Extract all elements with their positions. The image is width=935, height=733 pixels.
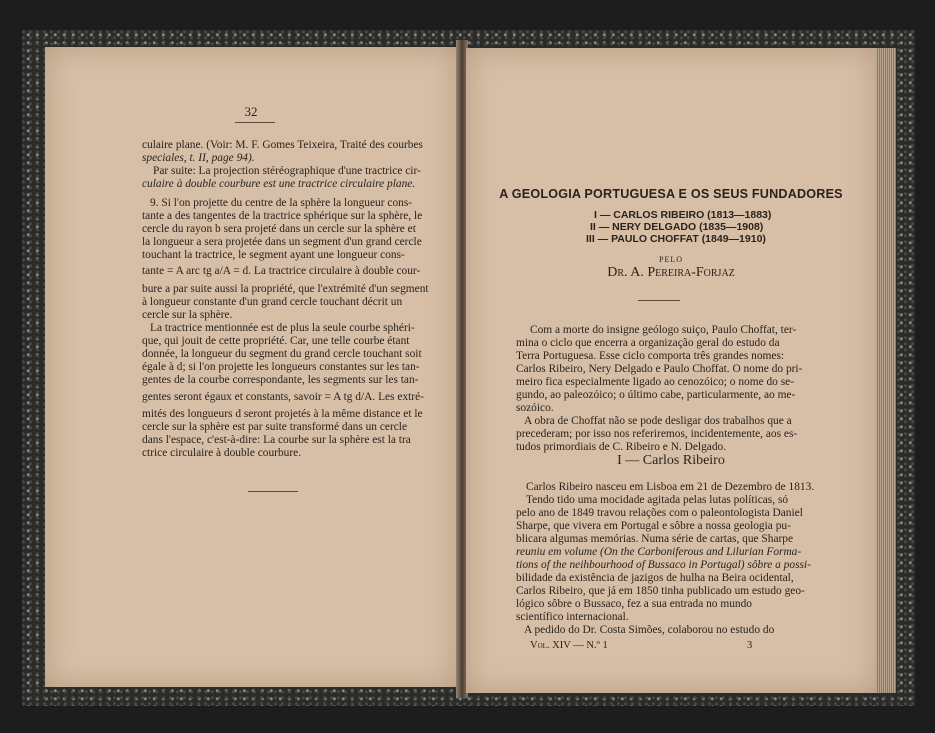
end-rule	[248, 491, 298, 492]
text-line: cercle sur la sphère est par suite transformé dans un cercle	[142, 421, 408, 433]
text-line: pelo ano de 1849 travou relações com o paleontologista Daniel	[516, 507, 803, 519]
text-line: à longueur constante d'un grand cercle touchant décrit un	[142, 296, 403, 308]
text-line: tions of the neihbourhood of Bussaco in Portugal) sôbre a possi-	[516, 559, 811, 571]
text-line: Carlos Ribeiro nasceu em Lisboa em 21 de Dezembro de 1813.	[526, 481, 815, 493]
footer-signature: 3	[747, 640, 753, 651]
text-line: donnée, la longueur du segment du grand cercle touchant soit	[142, 348, 422, 360]
text-line: reuniu em volume (On the Carboniferous and Lilurian Forma-	[516, 546, 802, 558]
text-line: Terra Portuguesa. Esse ciclo comporta três grandes nomes:	[516, 350, 785, 362]
text-line: ctrice circulaire à double courbure.	[142, 447, 302, 459]
text-line: Sharpe, que vivera em Portugal e sôbre a nossa geologia pu-	[516, 520, 791, 532]
left-page	[45, 47, 457, 687]
page-edges	[876, 48, 896, 693]
text-line: 9. Si l'on projette du centre de la sphère la longueur cons-	[150, 197, 413, 209]
text-line: gentes seront égaux et constants, savoir = A tg d/A. Les extré-	[142, 391, 424, 403]
toc-item: I — CARLOS RIBEIRO (1813—1883)	[594, 209, 772, 221]
author-name: Dr. A. Pereira-Forjaz	[607, 265, 735, 280]
text-line: cercle du rayon b sera projeté dans un cercle sur la sphère et	[142, 223, 416, 235]
text-line: tudos primordiais de C. Ribeiro e N. Delgado.	[516, 441, 727, 453]
toc-item: III — PAULO CHOFFAT (1849—1910)	[586, 233, 766, 245]
text-line: gentes de la courbe correspondante, les segments sur les tan-	[142, 374, 419, 386]
text-line: cercle sur la sphère.	[142, 309, 233, 321]
text-line: tante = A arc tg a/A = d. La tractrice circulaire à double cour-	[142, 265, 421, 277]
right-page	[466, 48, 876, 693]
text-line: Tendo tido uma mocidade agitada pelas lutas políticas, só	[526, 494, 789, 506]
text-line: La tractrice mentionnée est de plus la seule courbe sphéri-	[150, 322, 415, 334]
text-line: bilidade da existência de jazigos de hulha na Beira ocidental,	[516, 572, 794, 584]
text-line: culaire plane. (Voir: M. F. Gomes Teixeira, Traité des courbes	[142, 139, 423, 151]
text-line: sozóico.	[516, 402, 554, 414]
toc-item: II — NERY DELGADO (1835—1908)	[590, 221, 764, 233]
text-line: precederam; por isso nos referiremos, incidentemente, aos es-	[516, 428, 798, 440]
text-line: A obra de Choffat não se pode desligar dos trabalhos que a	[524, 415, 792, 427]
page-number: 32	[244, 104, 258, 119]
text-line: mina o ciclo que encerra a organização geral do estudo da	[516, 337, 780, 349]
text-line: Com a morte do insigne geólogo suiço, Paulo Choffat, ter-	[530, 324, 797, 336]
text-line: A pedido do Dr. Costa Simões, colaborou no estudo do	[524, 624, 775, 636]
text-line: blicara algumas memórias. Numa série de cartas, que Sharpe	[516, 533, 794, 545]
byline-label: PELO	[659, 255, 683, 264]
text-line: la longueur a sera projetée dans un segment d'un grand cercle	[142, 236, 422, 248]
text-line: bure a par suite aussi la propriété, que l'extrémité d'un segment	[142, 283, 429, 295]
author-rule	[638, 300, 680, 301]
text-line: égale à d; si l'on projette les longueurs constantes sur les tan-	[142, 361, 420, 373]
text-line: Par suite: La projection stéréographique d'une tractrice cir-	[153, 165, 421, 177]
text-line: Carlos Ribeiro, que já em 1850 tinha publicado um estudo geo-	[516, 585, 805, 597]
section-heading: I — Carlos Ribeiro	[617, 453, 725, 468]
text-line: touchant la tractrice, le segment ayant une longueur cons-	[142, 249, 405, 261]
text-line: mités des longueurs d seront projetés à la même distance et le	[142, 408, 423, 420]
text-line: Carlos Ribeiro, Nery Delgado e Paulo Choffat. O nome do pri-	[516, 363, 803, 375]
footer-volume: Vol. XIV — N.º 1	[530, 640, 608, 651]
text-line: dans l'espace, c'est-à-dire: La courbe sur la sphère est la tra	[142, 434, 411, 446]
text-line: gundo, ao paleozóico; o último cabe, particularmente, ao me-	[516, 389, 796, 401]
text-line: meiro fica especialmente ligado ao cenozóico; o nome do se-	[516, 376, 795, 388]
text-line: que, qui jouit de cette propriété. Car, une telle courbe étant	[142, 335, 410, 347]
page-number-rule	[235, 122, 275, 123]
text-line: scientífico internacional.	[516, 611, 629, 623]
text-line: speciales, t. II, page 94).	[142, 152, 255, 164]
article-title: A GEOLOGIA PORTUGUESA E OS SEUS FUNDADORES	[499, 187, 843, 201]
text-line: tante a des tangentes de la tractrice sphérique sur la sphère, le	[142, 210, 423, 222]
text-line: culaire à double courbure est une tractrice circulaire plane.	[142, 178, 416, 190]
text-line: lógico sôbre o Bussaco, fez a sua entrada no mundo	[516, 598, 752, 610]
